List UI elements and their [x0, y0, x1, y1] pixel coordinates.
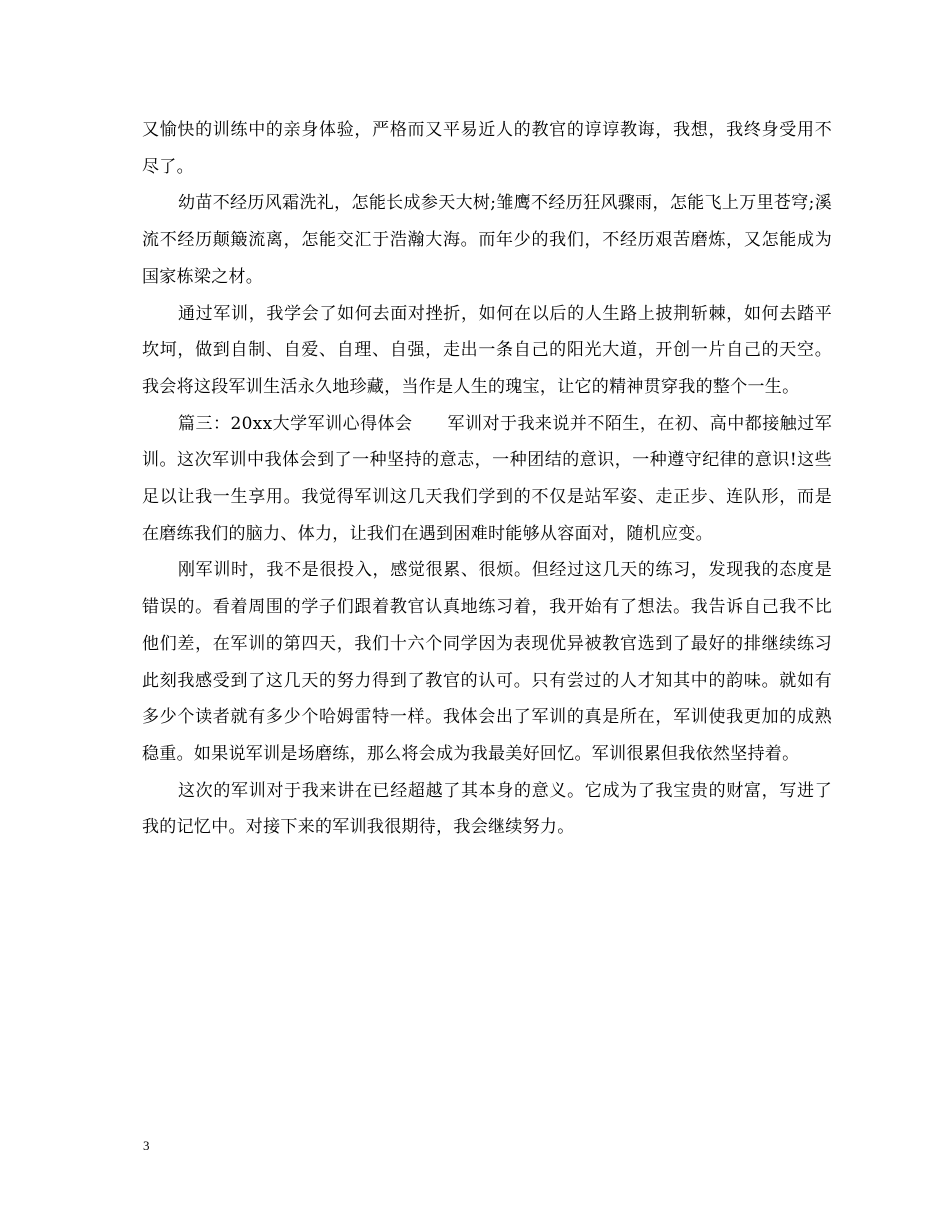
paragraph-through-training: 通过军训，我学会了如何去面对挫折，如何在以后的人生路上披荆斩棘，如何去踏平坎坷，做到自制、自爱、自理、自强，走出一条自己的阳光大道，开创一片自己的天空。我会将这段军训生活永久地珍藏，当作是人生的瑰宝，让它的精神贯穿我的整个一生。 [142, 303, 832, 397]
page-number: 3 [143, 1138, 150, 1153]
paragraph-first-days: 刚军训时，我不是很投入，感觉很累、很烦。但经过这几天的练习，发现我的态度是错误的。看着周围的学子们跟着教官认真地练习着，我开始有了想法。我告诉自己我不比他们差，在军训的第四天，我们十六个同学因为表现优异被教官选到了最好的排继续练习此刻我感受到了这几天的努力得到了教官的认可。只有尝过的人才知其中的韵味。就如有多少个读者就有多少个哈姆雷特一样。我体会出了军训的真是所在，军训使我更加的成熟稳重。如果说军训是场磨练，那么将会成为我最美好回忆。军训很累但我依然坚持着。 [142, 560, 832, 764]
paragraph-continuation: 又愉快的训练中的亲身体验，严格而又平易近人的教官的谆谆教诲，我想，我终身受用不尽了。 [142, 120, 832, 177]
document-body [142, 112, 832, 846]
paragraph-seedling: 幼苗不经历风霜洗礼，怎能长成参天大树;雏鹰不经历狂风骤雨，怎能飞上万里苍穹;溪流不经历颠簸流离，怎能交汇于浩瀚大海。而年少的我们，不经历艰苦磨炼，又怎能成为国家栋梁之材。 [142, 193, 832, 287]
paragraph-article-three: 篇三：20xx大学军训心得体会 军训对于我来说并不陌生，在初、高中都接触过军训。这次军训中我体会到了一种坚持的意志，一种团结的意识，一种遵守纪律的意识!这些足以让我一生享用。我觉得军训这几天我们学到的不仅是站军姿、走正步、连队形，而是在磨练我们的脑力、体力，让我们在遇到困难时能够从容面对，随机应变。 [142, 413, 832, 544]
paragraph-conclusion: 这次的军训对于我来讲在已经超越了其本身的意义。它成为了我宝贵的财富，写进了我的记忆中。对接下来的军训我很期待，我会继续努力。 [142, 780, 832, 838]
